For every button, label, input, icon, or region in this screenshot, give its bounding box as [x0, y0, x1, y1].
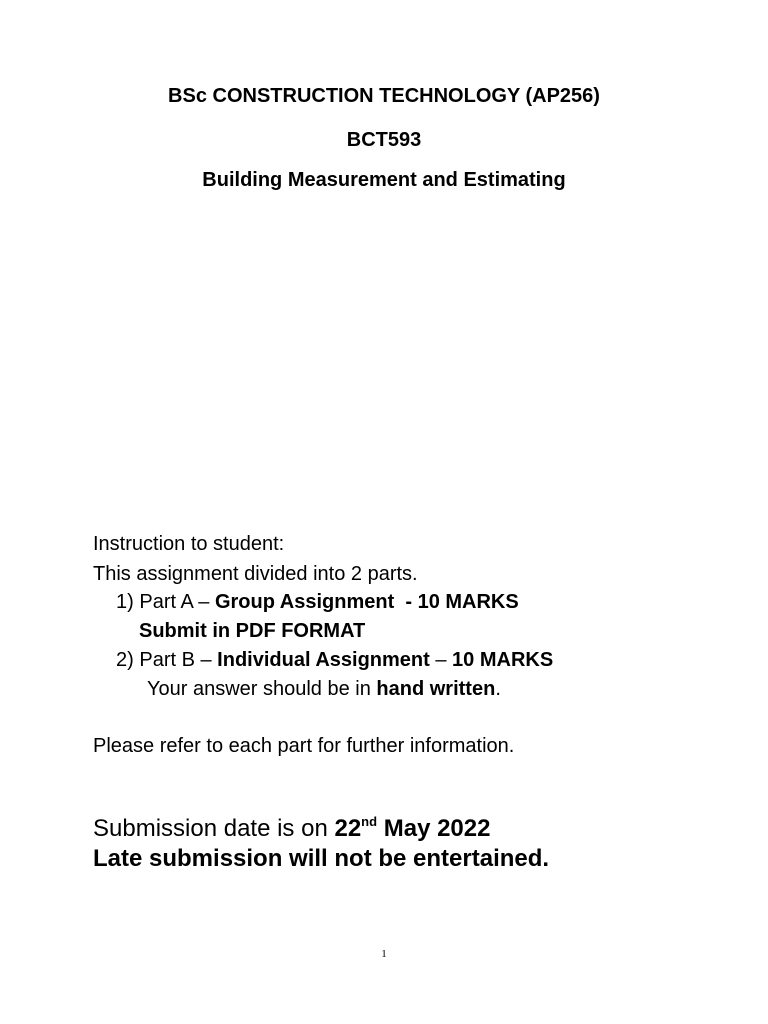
part-b-detail-prefix: Your answer should be in — [147, 678, 377, 700]
submission-day: 22 — [334, 815, 362, 842]
part-b-marks: 10 MARKS — [452, 649, 554, 671]
part-a-item — [116, 591, 519, 614]
submission-month-year: May 2022 — [377, 815, 491, 842]
part-a-number: 1) — [116, 591, 134, 613]
submission-day-suffix: nd — [361, 814, 378, 829]
instruction-intro: This assignment divided into 2 parts. — [93, 563, 418, 585]
submission-date — [93, 815, 490, 843]
submission-prefix: Submission date is on — [93, 815, 335, 842]
instruction-heading: Instruction to student: — [93, 533, 285, 555]
page-number: 1 — [381, 948, 387, 960]
part-b-detail-bold: hand written — [376, 678, 496, 700]
part-b-number: 2) — [116, 649, 134, 671]
part-b-detail-suffix: . — [495, 678, 501, 700]
refer-note: Please refer to each part for further information. — [93, 735, 515, 757]
part-b-detail — [147, 678, 501, 701]
part-a-prefix: Part A – — [139, 591, 215, 613]
course-title: Building Measurement and Estimating — [202, 169, 566, 191]
late-submission-notice — [93, 845, 549, 873]
part-b-dash: – — [429, 649, 453, 671]
course-code: BCT593 — [346, 129, 422, 151]
part-b-item — [116, 649, 553, 672]
part-b-prefix: Part B – — [139, 649, 218, 671]
programme-title: BSc CONSTRUCTION TECHNOLOGY (AP256) — [168, 85, 600, 107]
part-a-detail — [139, 620, 365, 643]
part-a-title: Group Assignment - 10 MARKS — [214, 591, 519, 613]
part-a-detail-text: Submit in PDF FORMAT — [139, 620, 366, 642]
part-b-title: Individual Assignment — [217, 649, 430, 671]
late-submission-text: Late submission will not be entertained. — [93, 845, 550, 872]
